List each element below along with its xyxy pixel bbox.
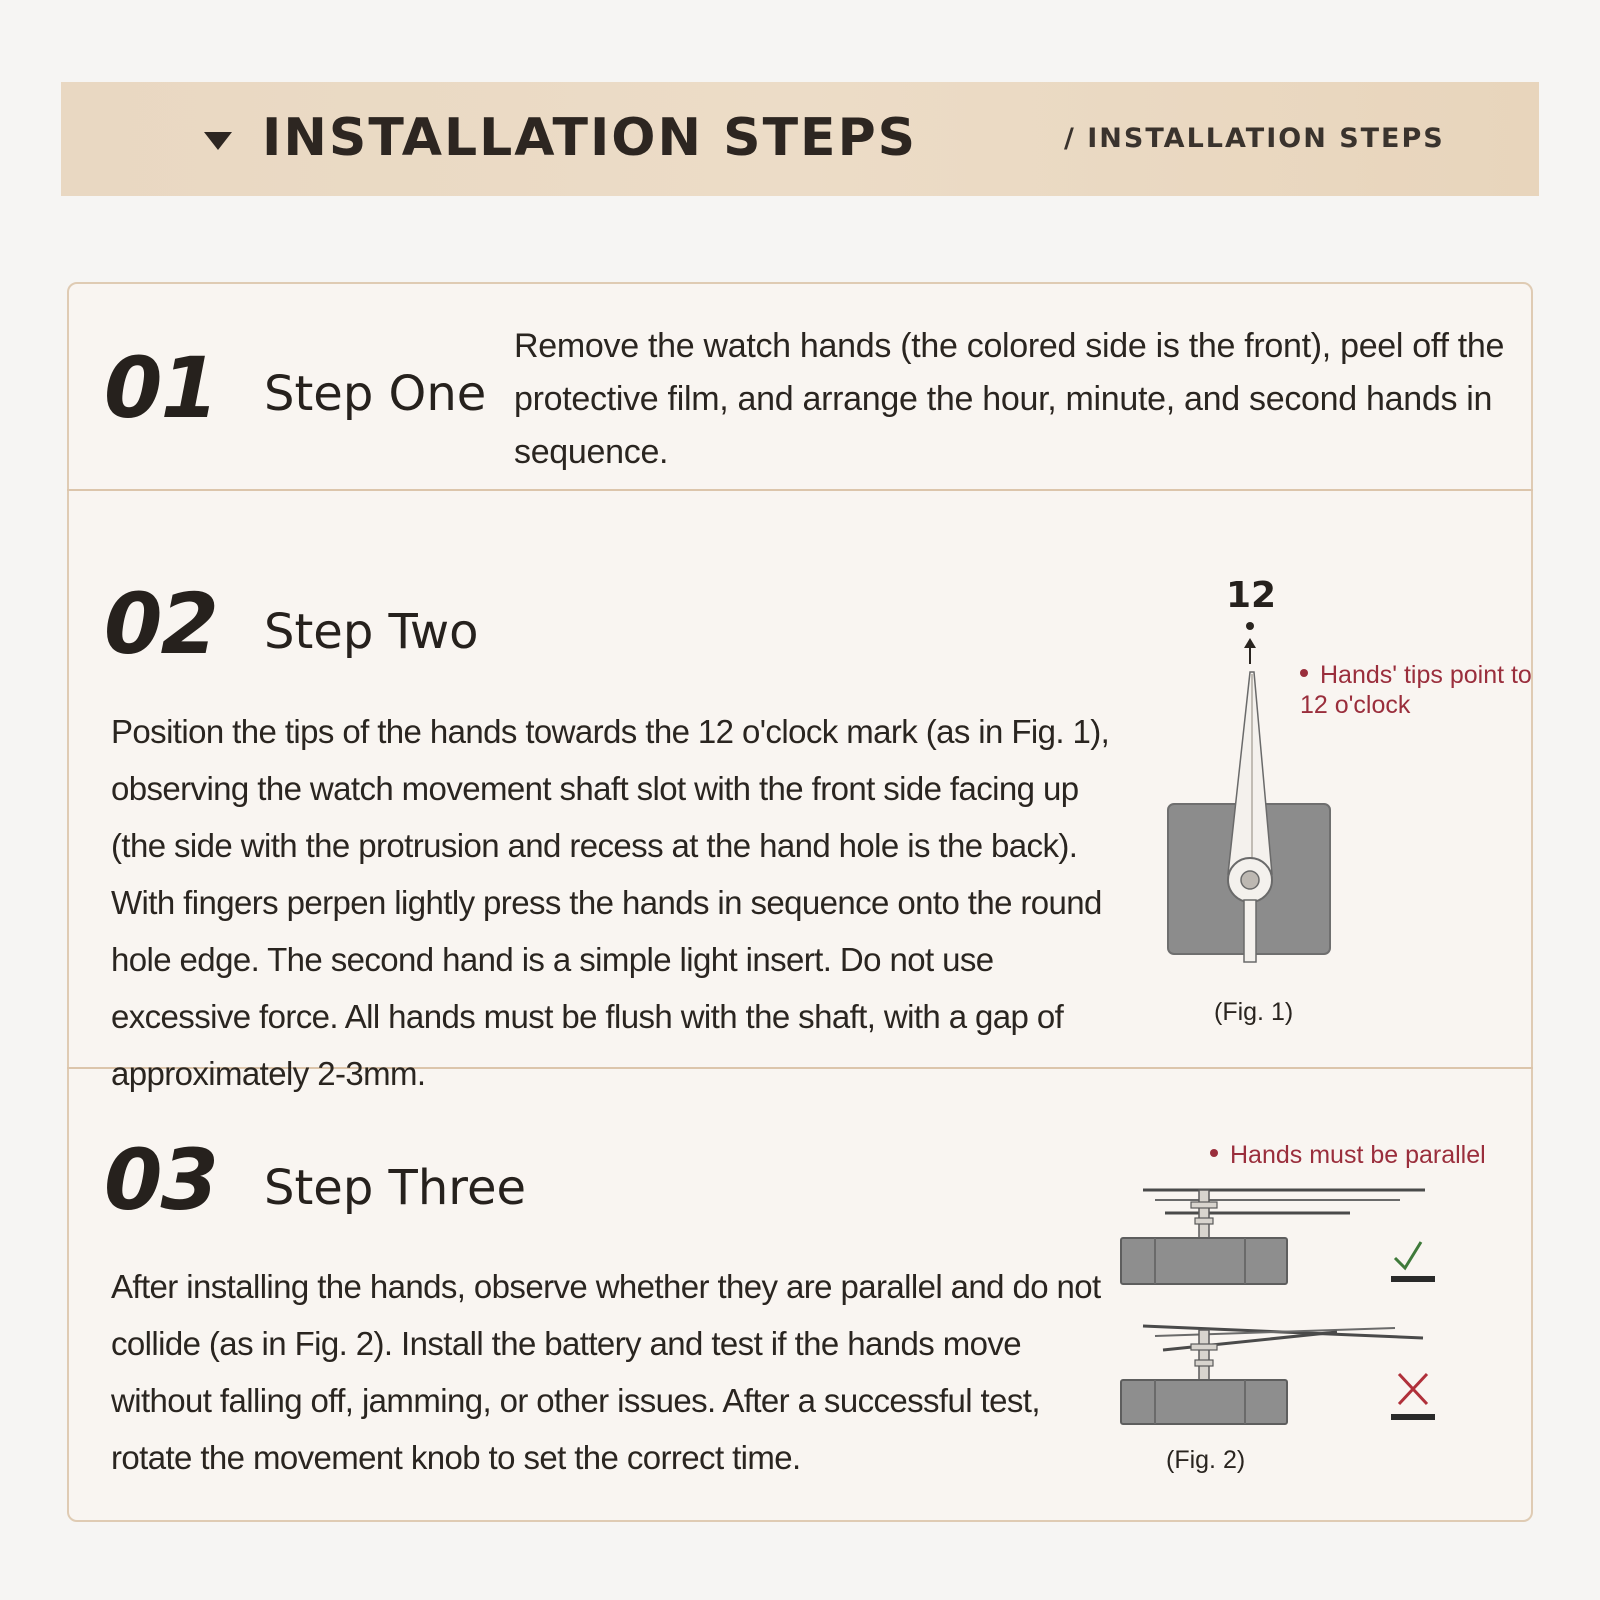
step-1-text: Remove the watch hands (the colored side is the front), peel off the protective film, and arrange the hour, minute, and second hands in sequence. <box>514 327 1505 471</box>
page-subtitle: / INSTALLATION STEPS <box>1064 123 1445 154</box>
checkmark-icon <box>1395 1242 1421 1268</box>
twelve-oclock-mark: 12 <box>1226 575 1277 616</box>
page-title: INSTALLATION STEPS <box>262 108 918 168</box>
fig2-note: Hands must be parallel <box>1210 1140 1486 1170</box>
cross-icon <box>1399 1374 1427 1404</box>
fig2-label: (Fig. 2) <box>1166 1446 1246 1474</box>
bullet-dot-icon <box>1300 669 1308 677</box>
fig2-parallel-diagram <box>1115 1178 1445 1438</box>
bullet-dot-icon <box>1210 1149 1218 1157</box>
step-divider <box>67 489 1533 491</box>
step-1-number: 01 <box>104 339 217 437</box>
fig1-label: (Fig. 1) <box>1214 998 1294 1026</box>
step-2-number: 02 <box>104 575 217 673</box>
fig1-note: Hands' tips point to 12 o'clock <box>1300 661 1532 719</box>
step-3-number: 03 <box>104 1131 217 1229</box>
step-1-title: Step One <box>264 366 487 422</box>
step-3-title: Step Three <box>264 1160 527 1216</box>
step-2-text: Position the tips of the hands towards the 12 o'clock mark (as in Fig. 1), observing the watch movement shaft slot with the front side facing up (the side with the protrusion and recess at the hand hole is the back). With fingers perpen lightly press the hands in sequence onto the round hole edge. The second hand is a simple light insert. Do not use excessive force. All hands must be flush with the shaft, with a gap of approximately 2-3mm. <box>111 713 1110 1092</box>
triangle-down-icon <box>202 130 234 152</box>
step-2-title: Step Two <box>264 604 479 660</box>
step-3-text: After installing the hands, observe whether they are parallel and do not collide (as in Fig. 2). Install the battery and test if the hands move without falling off, jamming, or other issues. After a successful test, rotate the movement knob to set the correct time. <box>111 1268 1101 1476</box>
